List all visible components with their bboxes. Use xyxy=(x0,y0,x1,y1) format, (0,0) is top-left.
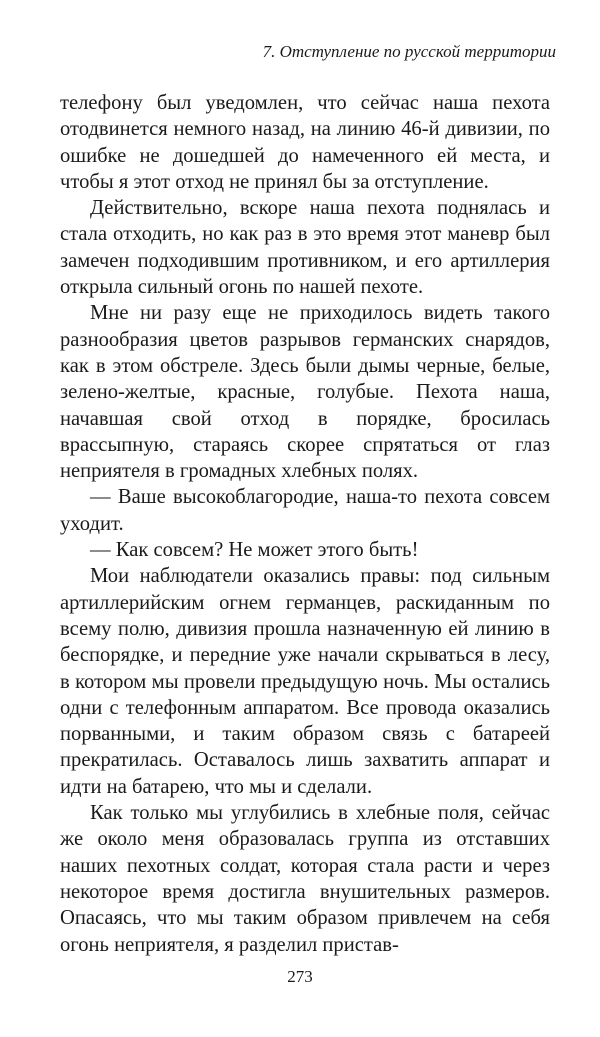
running-header: 7. Отступление по русской территории xyxy=(262,42,556,61)
paragraph: Действительно, вскоре наша пехота поднялась и стала отходить, но как раз в это время этот маневр был замечен подходившим противником, и его артиллерия открыла сильный огонь по нашей пехоте. xyxy=(60,197,550,299)
paragraph: Как только мы углубились в хлебные поля, сейчас же около меня образовалась группа из отставших наших пехотных солдат, которая стала расти и через некоторое время достигла внушительных размеров. Опасаясь, что мы таким образом привлечем на себя огонь неприятеля, я разделил пристав- xyxy=(60,802,550,956)
page-number: 273 xyxy=(287,967,313,986)
paragraph: Мне ни разу еще не приходилось видеть такого разнообразия цветов разрывов германских снарядов, как в этом обстреле. Здесь были дымы черные, белые, зелено-желтые, красные, голубые. Пехота наша, начавшая свой отход в порядке, бросилась врассыпную, стараясь скорее спрятаться от глаз неприятеля в громадных хлебных полях. xyxy=(60,302,550,483)
dialogue-line: — Ваше высокоблагородие, наша-то пехота совсем уходит. xyxy=(60,486,550,535)
dialogue-line: — Как совсем? Не может этого быть! xyxy=(90,539,419,562)
paragraph-continued: телефону был уведомлен, что сейчас наша пехота отодвинется немного назад, на линию 46-й дивизии, по ошибке не дошедшей до намеченного ей места, и чтобы я этот отход не принял бы за отступление. xyxy=(60,92,550,193)
paragraph: Мои наблюдатели оказались правы: под сильным артиллерийским огнем германцев, раскиданным по всему полю, дивизия прошла назначенную ей линию в беспорядке, и передние уже начали скрываться в лесу, в котором мы провели предыдущую ночь. Мы остались одни с телефонным аппаратом. Все провода оказались порванными, и таким образом связь с батареей прекратилась. Оставалось лишь захватить аппарат и идти на батарею, что мы и сделали. xyxy=(60,565,550,798)
body-text xyxy=(60,90,550,958)
